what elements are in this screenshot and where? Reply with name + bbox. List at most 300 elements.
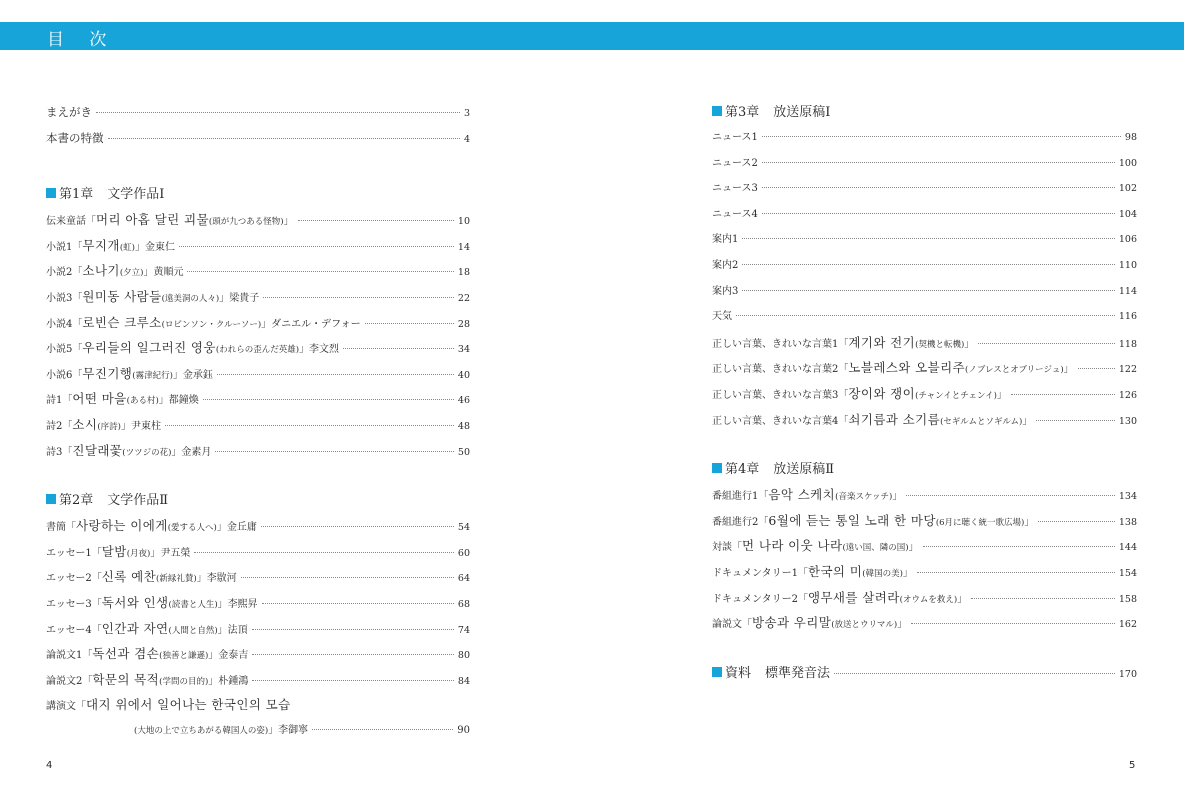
page-number: 122 <box>1118 364 1137 376</box>
entry-label <box>46 564 237 593</box>
square-bullet-icon <box>712 667 722 677</box>
page-number: 134 <box>1118 491 1137 503</box>
entry-label <box>712 585 967 614</box>
entry-suffix: 」 <box>996 389 1007 401</box>
page-number: 50 <box>457 446 470 458</box>
entry-label <box>46 438 211 467</box>
entry-japanese-title: (ある村) <box>126 396 159 407</box>
page-title: 目 次 <box>47 30 117 50</box>
page-number: 18 <box>457 267 470 279</box>
entry-korean-title: 방송과 우리말 <box>752 615 832 631</box>
entry-label <box>46 233 175 262</box>
entry-prefix: 対談「 <box>712 542 742 554</box>
square-bullet-icon <box>46 494 56 504</box>
entry-suffix: 」 <box>1022 415 1033 427</box>
folio-left: 4 <box>46 760 53 771</box>
page-number: 34 <box>457 344 470 356</box>
toc-entry[interactable] <box>46 667 470 693</box>
entry-prefix: 小説4「 <box>46 318 83 330</box>
entry-label <box>712 381 1007 410</box>
toc-entry[interactable] <box>712 202 1137 228</box>
entry-label <box>712 355 1074 384</box>
dot-leader <box>252 680 454 681</box>
entry-prefix: 詩1「 <box>46 395 73 407</box>
entry-suffix: 」 <box>957 593 968 605</box>
entry-prefix: エッセー2「 <box>46 573 102 585</box>
entry-suffix: 」李敭河 <box>196 573 237 585</box>
entry-label <box>712 176 758 202</box>
dot-leader <box>742 264 1114 265</box>
entry-korean-title: 우리들의 일그러진 영웅 <box>82 340 216 356</box>
chapter-heading <box>46 488 470 513</box>
chapter-number: 第4章 <box>725 462 760 478</box>
page-number: 104 <box>1118 208 1137 220</box>
dot-leader <box>194 552 454 553</box>
entry-label <box>712 508 1034 537</box>
dot-leader <box>179 246 454 247</box>
chapter-title: 文学作品Ⅰ <box>107 187 165 203</box>
entry-label <box>46 361 213 390</box>
dot-leader <box>742 290 1114 291</box>
entry-prefix: 案内2 <box>712 259 739 271</box>
dot-leader <box>365 323 454 324</box>
page-number: 170 <box>1118 668 1137 680</box>
page-number: 126 <box>1118 389 1137 401</box>
entry-label <box>712 482 902 511</box>
dot-leader <box>1038 521 1114 522</box>
entry-korean-title: 독서와 인생 <box>101 594 169 610</box>
toc-right-column <box>712 100 1137 686</box>
toc-entry[interactable] <box>712 253 1137 279</box>
entry-prefix: 正しい言葉、きれいな言葉4「 <box>712 415 849 427</box>
entry-korean-title: 달밤 <box>101 543 127 559</box>
entry-japanese-title: (韓国の美) <box>862 568 903 579</box>
entry-prefix: 詩3「 <box>46 446 73 458</box>
entry-japanese-title: (人間と自然) <box>168 625 218 636</box>
toc-entry[interactable] <box>46 361 470 387</box>
entry-suffix: 」李文烈 <box>299 344 340 356</box>
entry-prefix: 伝来童話「 <box>46 216 96 228</box>
page-number: 154 <box>1118 567 1137 579</box>
toc-entry[interactable] <box>712 355 1137 381</box>
toc-entry[interactable] <box>712 279 1137 305</box>
entry-label <box>712 253 738 279</box>
toc-entry[interactable] <box>46 386 470 412</box>
entry-prefix: エッセー4「 <box>46 624 102 636</box>
entry-korean-title: 장이와 쟁이 <box>848 385 916 401</box>
entry-korean-title: 음악 스케치 <box>768 487 836 503</box>
page-number: 48 <box>457 420 470 432</box>
chapter-title: 放送原稿Ⅱ <box>773 462 835 478</box>
header-banner <box>0 22 1184 50</box>
entry-prefix: 詩2「 <box>46 420 73 432</box>
toc-entry[interactable] <box>46 564 470 590</box>
page-number: 118 <box>1118 338 1137 350</box>
entry-japanese-title: (オウムを救え) <box>899 594 958 605</box>
page-number: 40 <box>457 369 470 381</box>
entry-japanese-title: (6月に聴く統一歌広場) <box>935 517 1025 528</box>
entry-japanese-title: (音楽スケッチ) <box>835 492 893 503</box>
dot-leader <box>971 598 1115 599</box>
entry-japanese-title: (読書と人生) <box>168 599 218 610</box>
entry-suffix: 」金素月 <box>171 446 212 458</box>
entry-suffix: 」梁貴子 <box>219 292 260 304</box>
entry-japanese-title: (学問の目的) <box>159 676 209 687</box>
entry-label <box>46 513 257 542</box>
page-number: 130 <box>1118 415 1137 427</box>
page-number: 80 <box>457 650 470 662</box>
entry-prefix: 論説文「 <box>712 619 752 631</box>
entry-korean-title: 6월에 듣는 통일 노래 한 마당 <box>768 512 936 528</box>
chapter-number: 第3章 <box>725 105 760 120</box>
entry-korean-title: 노블레스와 오블리주 <box>848 360 966 376</box>
dot-leader <box>1036 420 1114 421</box>
page-number: 10 <box>457 216 470 228</box>
appendix-entry[interactable] <box>712 661 1137 686</box>
entry-suffix: 」 <box>1063 364 1074 376</box>
entry-prefix: 正しい言葉、きれいな言葉2「 <box>712 364 849 376</box>
page-number: 106 <box>1118 234 1137 246</box>
page-number: 114 <box>1118 285 1137 297</box>
toc-entry[interactable] <box>712 381 1137 407</box>
entry-suffix: 」 <box>892 491 903 503</box>
appendix-title: 標準発音法 <box>765 665 831 681</box>
dot-leader <box>241 577 454 578</box>
dot-leader <box>906 495 1115 496</box>
entry-prefix: 案内3 <box>712 285 739 297</box>
entry-suffix: 」法頂 <box>217 624 248 636</box>
toc-entry[interactable] <box>712 585 1137 611</box>
dot-leader <box>165 425 454 426</box>
entry-suffix: 」尹五榮 <box>150 547 191 559</box>
dot-leader <box>742 238 1114 239</box>
dot-leader <box>312 729 453 730</box>
entry-korean-title: 사랑하는 이에게 <box>76 518 168 534</box>
entry-korean-title: 한국의 미 <box>807 563 863 579</box>
entry-label <box>712 330 974 359</box>
chapter-entry-list <box>46 207 470 463</box>
dot-leader <box>217 374 454 375</box>
entry-japanese-title: (ツツジの花) <box>122 447 172 458</box>
dot-leader <box>252 654 454 655</box>
entry-prefix: 番組進行1「 <box>712 491 769 503</box>
entry-label <box>46 207 294 236</box>
page-number: 102 <box>1118 183 1137 195</box>
dot-leader <box>203 399 454 400</box>
chapter-title: 文学作品Ⅱ <box>107 493 169 509</box>
entry-suffix: 」金東仁 <box>134 241 175 253</box>
entry-prefix: エッセー3「 <box>46 598 102 610</box>
square-bullet-icon <box>712 106 722 116</box>
entry-label <box>46 335 339 364</box>
entry-label <box>46 100 92 126</box>
toc-entry[interactable] <box>46 233 470 259</box>
entry-korean-title: 소나기 <box>82 263 120 279</box>
toc-entry[interactable] <box>712 533 1137 559</box>
entry-japanese-title: (契機と転機) <box>915 339 965 350</box>
entry-suffix: 」 <box>908 542 919 554</box>
page-number: 116 <box>1118 311 1137 323</box>
toc-entry[interactable] <box>46 284 470 310</box>
entry-prefix: 番組進行2「 <box>712 516 769 528</box>
dot-leader <box>263 297 454 298</box>
toc-entry[interactable] <box>712 304 1137 330</box>
page-number: 100 <box>1118 157 1137 169</box>
entry-label <box>712 533 919 562</box>
page-number: 22 <box>457 292 470 304</box>
toc-entry[interactable] <box>46 616 470 642</box>
entry-japanese-title: (セギルムとソギルム) <box>940 416 1023 427</box>
entry-prefix: ニュース2 <box>712 157 758 169</box>
entry-korean-title: 머리 아홉 달린 괴물 <box>96 212 209 228</box>
entry-label <box>46 126 104 152</box>
page-number: 84 <box>457 675 470 687</box>
entry-prefix: 正しい言葉、きれいな言葉1「 <box>712 338 849 350</box>
chapter-entry-list <box>46 513 470 692</box>
entry-suffix: 」李御寧 <box>268 724 309 736</box>
page-number: 158 <box>1118 593 1137 605</box>
page-number: 4 <box>463 133 470 145</box>
toc-entry[interactable] <box>712 482 1137 508</box>
toc-entry[interactable] <box>712 125 1137 151</box>
entry-suffix: 」 <box>897 619 908 631</box>
dot-leader <box>762 136 1121 137</box>
entry-korean-title: 앵무새를 살려라 <box>807 589 900 605</box>
entry-japanese-title: (頭が九つある怪物) <box>208 217 284 228</box>
entry-prefix: 書簡「 <box>46 522 76 534</box>
chapter-title: 放送原稿Ⅰ <box>773 105 831 120</box>
entry-suffix: 」尹東柱 <box>120 420 161 432</box>
entry-label <box>46 616 248 645</box>
entry-japanese-title: (序詩) <box>97 421 121 432</box>
entry-japanese-title: (虹) <box>119 242 135 253</box>
entry-prefix: 案内1 <box>712 234 739 246</box>
dot-leader <box>215 451 453 452</box>
entry-suffix: 」金丘庸 <box>216 522 257 534</box>
toc-entry[interactable] <box>46 207 470 233</box>
dot-leader <box>917 572 1115 573</box>
entry-japanese-title: (大地の上で立ちあがる韓国人の姿) <box>134 725 269 736</box>
toc-entry[interactable] <box>712 508 1137 534</box>
entry-japanese-title: (夕立) <box>119 268 144 279</box>
square-bullet-icon <box>712 463 722 473</box>
toc-left-column <box>46 100 470 743</box>
entry-japanese-title: (ロビンソン・クルーソー) <box>161 319 262 330</box>
entry-korean-title: 계기와 전기 <box>848 334 916 350</box>
toc-entry[interactable] <box>712 151 1137 177</box>
entry-prefix: 天気 <box>712 311 732 323</box>
toc-entry[interactable] <box>712 559 1137 585</box>
toc-entry[interactable] <box>46 126 470 152</box>
dot-leader <box>1078 368 1115 369</box>
chapter-heading <box>712 457 1137 482</box>
page-number: 138 <box>1118 516 1137 528</box>
toc-entry[interactable] <box>712 227 1137 253</box>
entry-prefix: 論説文1「 <box>46 650 93 662</box>
page-number: 74 <box>457 624 470 636</box>
page-number: 162 <box>1118 619 1137 631</box>
entry-korean-title: 원미동 사람들 <box>82 288 162 304</box>
toc-entry[interactable] <box>46 513 470 539</box>
entry-japanese-title: (霧津紀行) <box>132 370 173 381</box>
toc-entry[interactable] <box>46 641 470 667</box>
entry-label <box>712 202 758 228</box>
entry-suffix: 」都鐘煥 <box>158 395 199 407</box>
dot-leader <box>298 220 454 221</box>
dot-leader <box>187 271 453 272</box>
toc-entry[interactable] <box>46 310 470 336</box>
entry-korean-title: 어떤 마을 <box>72 391 127 407</box>
entry-suffix: 」黄順元 <box>143 267 184 279</box>
page-number: 14 <box>457 241 470 253</box>
entry-prefix: 小説5「 <box>46 344 83 356</box>
entry-label <box>712 304 732 330</box>
entry-suffix: 」 <box>964 338 975 350</box>
entry-japanese-title: (ノブレスとオブリージュ) <box>965 365 1064 376</box>
page-number: 28 <box>457 318 470 330</box>
entry-prefix: エッセー1「 <box>46 547 102 559</box>
entry-japanese-title: (われらの歪んだ英雄) <box>215 345 300 356</box>
entry-korean-title: 무진기행 <box>82 365 133 381</box>
toc-entry[interactable] <box>46 539 470 565</box>
entry-prefix: ニュース1 <box>712 132 758 143</box>
entry-suffix: 」 <box>1024 516 1035 528</box>
dot-leader <box>261 526 454 527</box>
entry-label <box>712 610 907 639</box>
entry-prefix: 論説文2「 <box>46 675 93 687</box>
dot-leader <box>1011 394 1115 395</box>
entry-prefix: 小説6「 <box>46 369 83 381</box>
entry-japanese-title: (月夜) <box>126 548 151 559</box>
entry-japanese-title: (チャンイとチェンイ) <box>915 390 997 401</box>
entry-label <box>46 310 361 339</box>
dot-leader <box>96 112 460 113</box>
dot-leader <box>108 138 460 139</box>
chapter-number: 第1章 <box>59 187 94 203</box>
entry-suffix: 」金承鈺 <box>172 369 213 381</box>
toc-entry[interactable] <box>712 330 1137 356</box>
toc-entry[interactable] <box>46 100 470 126</box>
dot-leader <box>252 629 454 630</box>
page-number: 60 <box>457 547 470 559</box>
entry-japanese-title: (遠美洞の人々) <box>161 293 220 304</box>
entry-prefix: 小説2「 <box>46 267 83 279</box>
toc-entry[interactable] <box>46 258 470 284</box>
entry-label <box>46 539 190 568</box>
entry-label <box>46 641 248 670</box>
toc-entry[interactable] <box>46 412 470 438</box>
chapter-entry-list <box>712 482 1137 636</box>
entry-label <box>46 667 248 696</box>
folio-right: 5 <box>1129 760 1136 771</box>
chapter-heading <box>46 182 470 207</box>
entry-korean-title: 독선과 겸손 <box>92 646 160 662</box>
entry-prefix: ドキュメンタリー1「 <box>712 567 808 579</box>
entry-label <box>712 407 1032 436</box>
toc-entry[interactable] <box>712 610 1137 636</box>
entry-prefix: 小説3「 <box>46 292 83 304</box>
entry-korean-title: 쇠기름과 소기름 <box>848 411 941 427</box>
entry-suffix: 」 <box>283 216 294 228</box>
toc-entry[interactable] <box>46 590 470 616</box>
entry-korean-title: 먼 나라 이웃 나라 <box>742 538 843 554</box>
entry-label <box>712 125 758 151</box>
entry-korean-title: 학문의 목적 <box>92 671 160 687</box>
dot-leader <box>923 546 1115 547</box>
entry-prefix: ニュース4 <box>712 208 758 220</box>
entry-korean-title: 무지개 <box>82 237 120 253</box>
front-matter-list <box>46 100 470 151</box>
page-number: 64 <box>457 573 470 585</box>
dot-leader <box>262 603 454 604</box>
chapter-heading <box>712 100 1137 125</box>
entry-label <box>46 284 259 313</box>
page-number: 144 <box>1118 542 1137 554</box>
dot-leader <box>762 213 1115 214</box>
entry-label <box>46 590 258 619</box>
entry-prefix: 正しい言葉、きれいな言葉3「 <box>712 389 849 401</box>
entry-suffix: 」李熙昇 <box>217 598 258 610</box>
entry-suffix: 」金泰吉 <box>208 650 249 662</box>
entry-korean-title: 소시 <box>72 416 98 432</box>
toc-entry[interactable] <box>46 692 470 743</box>
entry-label <box>712 227 738 253</box>
page-number: 46 <box>457 395 470 407</box>
toc-entry[interactable] <box>46 438 470 464</box>
entry-japanese-title: (放送とウリマル) <box>831 620 898 631</box>
square-bullet-icon <box>46 188 56 198</box>
entry-korean-title: 인간과 자연 <box>101 620 169 636</box>
toc-entry[interactable] <box>712 176 1137 202</box>
page-number: 3 <box>463 108 470 119</box>
dot-leader <box>978 343 1115 344</box>
entry-prefix: 講演文「 <box>46 701 86 713</box>
dot-leader <box>911 623 1115 624</box>
dot-leader <box>762 162 1115 163</box>
dot-leader <box>736 315 1115 316</box>
entry-korean-title: 로빈슨 크루소 <box>82 314 162 330</box>
page-number: 54 <box>457 522 470 534</box>
entry-suffix: 」 <box>902 567 913 579</box>
entry-prefix: 小説1「 <box>46 241 83 253</box>
entry-prefix: ドキュメンタリー2「 <box>712 593 808 605</box>
toc-entry[interactable] <box>46 335 470 361</box>
entry-japanese-title: (新緑礼賛) <box>156 574 197 585</box>
dot-leader <box>834 673 1115 674</box>
entry-japanese-title: (独善と謙遜) <box>159 651 209 662</box>
page-number: 90 <box>457 724 470 736</box>
entry-suffix: 」ダニエル・デフォー <box>261 318 361 330</box>
page-number: 98 <box>1124 132 1137 143</box>
entry-text: 本書の特徴 <box>46 130 104 145</box>
entry-korean-title: 신록 예찬 <box>101 569 157 585</box>
entry-japanese-title: (遠い国、隣の国) <box>842 543 909 554</box>
toc-entry[interactable] <box>712 407 1137 433</box>
entry-label <box>712 279 738 305</box>
entry-label <box>46 412 161 441</box>
entry-japanese-title: (愛する人へ) <box>167 523 217 534</box>
entry-suffix: 」朴鍾鴻 <box>208 675 249 687</box>
dot-leader <box>762 187 1115 188</box>
page-number: 110 <box>1118 259 1137 271</box>
entry-korean-title: 진달래꽃 <box>72 442 123 458</box>
page-number: 68 <box>457 598 470 610</box>
entry-label <box>46 258 183 287</box>
entry-text: まえがき <box>46 105 92 119</box>
entry-label <box>712 559 913 588</box>
dot-leader <box>343 348 454 349</box>
entry-prefix: ニュース3 <box>712 183 758 195</box>
